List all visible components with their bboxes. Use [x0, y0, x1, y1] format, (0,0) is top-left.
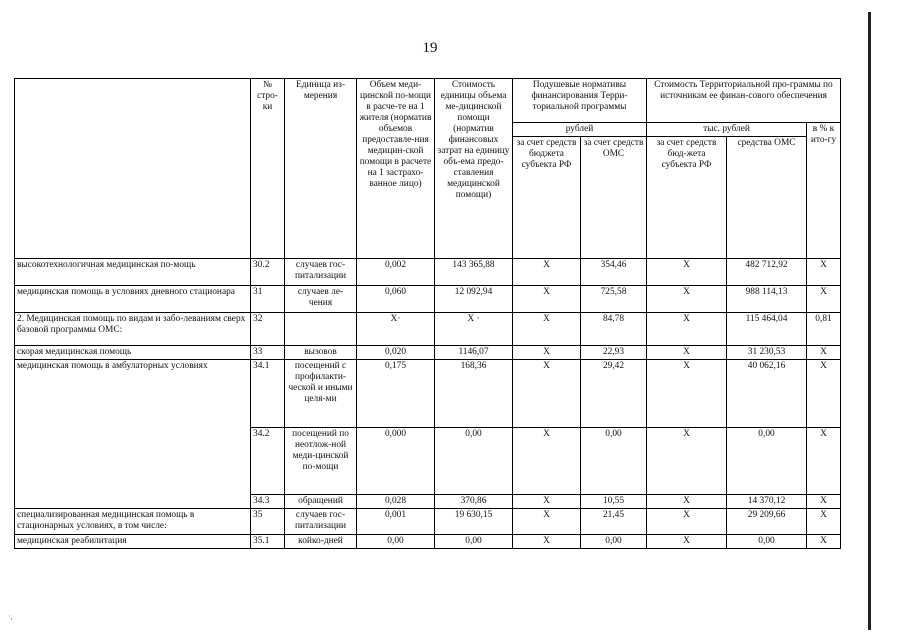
row-pc-budget: X: [513, 535, 581, 549]
table-row: [15, 509, 841, 535]
row-pc-budget: X: [513, 495, 581, 509]
row-name: специализированная медицинская помощь в стационарных условиях, в том числе:: [15, 509, 251, 535]
row-unit: посещений по неотлож-ной меди-цинской по-мощи: [285, 428, 357, 495]
row-percent: X: [807, 535, 841, 549]
header-unit-cost: Стоимость единицы объема ме-дицинской помощи (норматив финансовых затрат на единицу объ-ема предо-ставления медицинской помощи): [435, 79, 513, 259]
header-percent: в % к ито-гу: [807, 123, 841, 259]
row-unit: посещений с профилакти-ческой и иными целя-ми: [285, 360, 357, 428]
row-unit: койко-дней: [285, 535, 357, 549]
row-tp-budget: X: [647, 313, 727, 346]
row-name: 2. Медицинская помощь по видам и забо-леваниям сверх базовой программы ОМС:: [15, 313, 251, 346]
row-unit: случаев гос-питализации: [285, 509, 357, 535]
row-volume: 0,00: [357, 535, 435, 549]
row-cost: 19 630,15: [435, 509, 513, 535]
row-pc-budget: X: [513, 346, 581, 360]
row-number: 32: [251, 313, 285, 346]
row-number: 34.2: [251, 428, 285, 495]
row-cost: 1146,07: [435, 346, 513, 360]
row-pc-oms: 84,78: [581, 313, 647, 346]
row-pc-oms: 725,58: [581, 286, 647, 313]
header-tp-oms: средства ОМС: [727, 137, 807, 259]
row-tp-budget: X: [647, 535, 727, 549]
row-tp-oms: 988 114,13: [727, 286, 807, 313]
row-tp-oms: 14 370,12: [727, 495, 807, 509]
header-volume: Объем меди-цинской по-мощи в расче-те на 1 жителя (норматив объемов предоставле-ния медицин-ской помощи в расчете на 1 застрахо-ванное лицо): [357, 79, 435, 259]
row-percent: X: [807, 509, 841, 535]
header-name-blank: [15, 79, 251, 259]
row-unit: вызовов: [285, 346, 357, 360]
header-thousand-rubles: тыс. рублей: [647, 123, 807, 137]
page-edge-line: [868, 12, 871, 630]
row-percent: X: [807, 360, 841, 428]
row-volume: 0,002: [357, 259, 435, 286]
row-pc-budget: X: [513, 286, 581, 313]
header-per-capita-group: Подушевые нормативы финансирования Терри-ториальной программы: [513, 79, 647, 123]
row-name: медицинская реабилитация: [15, 535, 251, 549]
row-pc-budget: X: [513, 360, 581, 428]
table-body: [15, 259, 841, 549]
row-pc-oms: 0,00: [581, 535, 647, 549]
row-unit: обращений: [285, 495, 357, 509]
financing-table: [14, 78, 841, 549]
row-tp-budget: X: [647, 259, 727, 286]
row-cost: 168,36: [435, 360, 513, 428]
row-pc-oms: 21,45: [581, 509, 647, 535]
row-number: 35: [251, 509, 285, 535]
row-unit: случаев гос-питализации: [285, 259, 357, 286]
row-number: 31: [251, 286, 285, 313]
header-tp-budget: за счет средств бюд-жета субъекта РФ: [647, 137, 727, 259]
row-percent: X: [807, 259, 841, 286]
row-number: 34.1: [251, 360, 285, 428]
row-pc-oms: 354,46: [581, 259, 647, 286]
row-volume: X·: [357, 313, 435, 346]
row-pc-budget: X: [513, 428, 581, 495]
row-tp-oms: 0,00: [727, 535, 807, 549]
header-pc-budget: за счет средств бюджета субъекта РФ: [513, 137, 581, 259]
row-number: 34.3: [251, 495, 285, 509]
row-pc-oms: 22,93: [581, 346, 647, 360]
row-pc-oms: 10,55: [581, 495, 647, 509]
row-pc-oms: 0,00: [581, 428, 647, 495]
header-row-number: № стро-ки: [251, 79, 285, 259]
row-volume: 0,060: [357, 286, 435, 313]
row-cost: 370,86: [435, 495, 513, 509]
row-volume: 0,000: [357, 428, 435, 495]
row-tp-budget: X: [647, 360, 727, 428]
header-rubles: рублей: [513, 123, 647, 137]
row-cost: X ·: [435, 313, 513, 346]
row-tp-oms: 31 230,53: [727, 346, 807, 360]
header-unit: Единица из-мерения: [285, 79, 357, 259]
row-number: 30.2: [251, 259, 285, 286]
row-cost: 143 365,88: [435, 259, 513, 286]
table-header: [15, 79, 841, 259]
row-tp-budget: X: [647, 428, 727, 495]
table-row: [15, 360, 841, 428]
header-pc-oms: за счет средств ОМС: [581, 137, 647, 259]
row-percent: X: [807, 346, 841, 360]
row-percent: X: [807, 495, 841, 509]
row-pc-oms: 29,42: [581, 360, 647, 428]
table-row: [15, 259, 841, 286]
row-number: 33: [251, 346, 285, 360]
row-cost: 0,00: [435, 428, 513, 495]
table-row: [15, 346, 841, 360]
row-name: медицинская помощь в условиях дневного стационара: [15, 286, 251, 313]
row-tp-oms: 115 464,04: [727, 313, 807, 346]
row-tp-oms: 40 062,16: [727, 360, 807, 428]
row-volume: 0,020: [357, 346, 435, 360]
row-pc-budget: X: [513, 259, 581, 286]
row-percent: 0,81: [807, 313, 841, 346]
page-number: 19: [422, 40, 438, 56]
row-tp-oms: 0,00: [727, 428, 807, 495]
row-tp-budget: X: [647, 346, 727, 360]
row-number: 35.1: [251, 535, 285, 549]
row-percent: X: [807, 286, 841, 313]
row-name: высокотехнологичная медицинская по-мощь: [15, 259, 251, 286]
row-tp-budget: X: [647, 509, 727, 535]
row-volume: 0,001: [357, 509, 435, 535]
row-pc-budget: X: [513, 509, 581, 535]
row-name: скорая медицинская помощь: [15, 346, 251, 360]
table-row: [15, 313, 841, 346]
row-tp-oms: 482 712,92: [727, 259, 807, 286]
row-unit: [285, 313, 357, 346]
header-program-cost-group: Стоимость Территориальной про-граммы по источникам ее финан-сового обеспечения: [647, 79, 841, 123]
row-cost: 12 092,94: [435, 286, 513, 313]
table-row: [15, 535, 841, 549]
row-cost: 0,00: [435, 535, 513, 549]
row-percent: X: [807, 428, 841, 495]
row-volume: 0,028: [357, 495, 435, 509]
row-name: медицинская помощь в амбулаторных условиях: [15, 360, 251, 509]
row-volume: 0,175: [357, 360, 435, 428]
scan-speck: ·,: [8, 612, 13, 621]
row-unit: случаев ле-чения: [285, 286, 357, 313]
row-pc-budget: X: [513, 313, 581, 346]
row-tp-oms: 29 209,66: [727, 509, 807, 535]
table-row: [15, 286, 841, 313]
row-tp-budget: X: [647, 286, 727, 313]
row-tp-budget: X: [647, 495, 727, 509]
